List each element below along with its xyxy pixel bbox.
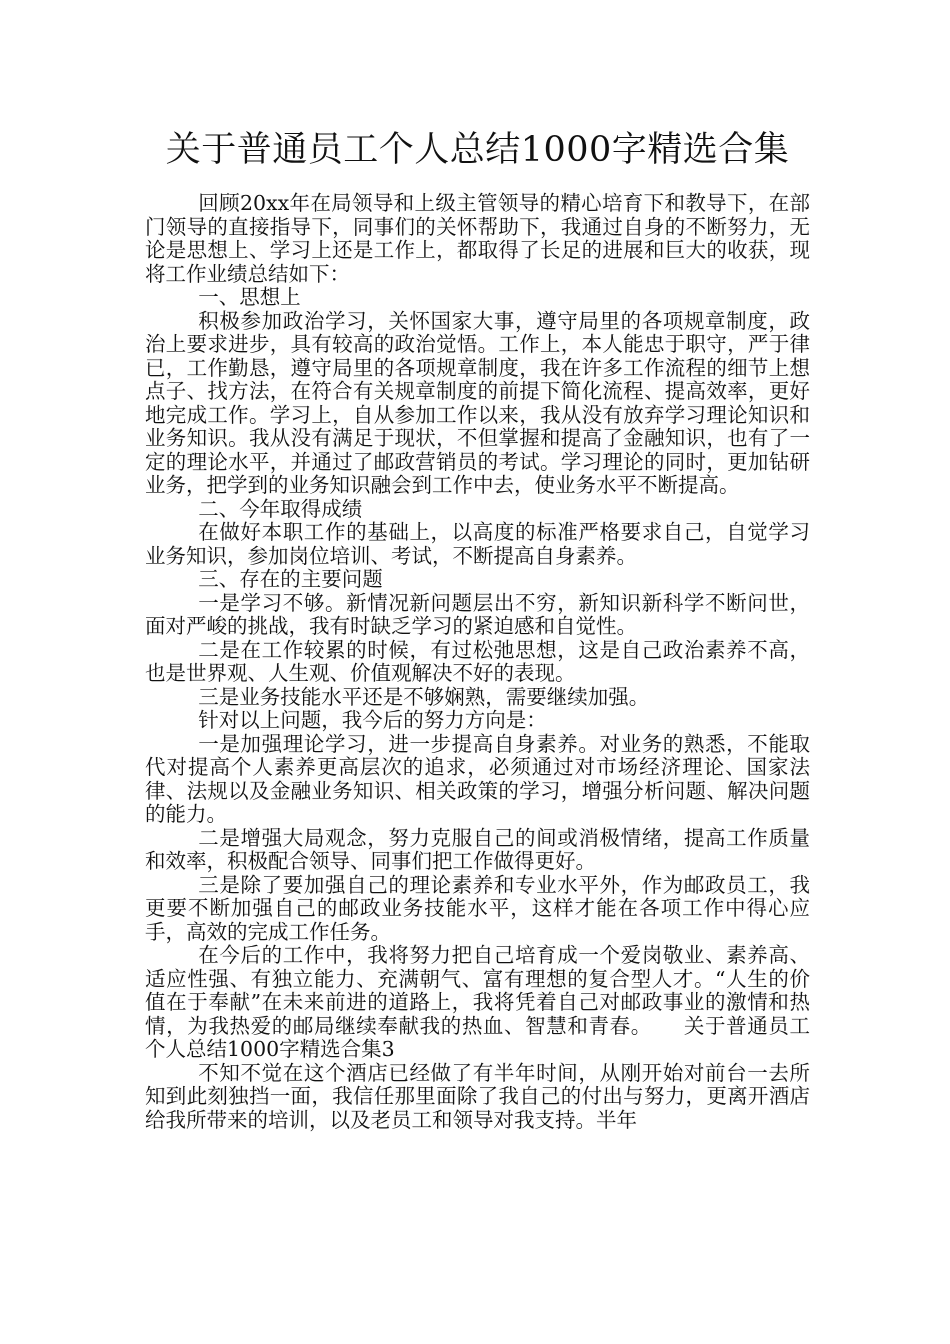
- paragraph-future: 在今后的工作中，我将努力把自己培育成一个爱岗敬业、素养高、适应性强、有独立能力、充满朝气、富有理想的复合型人才。“人生的价值在于奉献”在未来前进的道路上，我将凭着自己对邮政事业的激情和热情，为我热爱的邮局继续奉献我的热血、智慧和青春。 关于普通员工个人总结1000字精选合集3: [145, 943, 810, 1061]
- document-page: [145, 120, 810, 1132]
- paragraph-ideology: 积极参加政治学习，关怀国家大事，遵守局里的各项规章制度，政治上要求进步，具有较高的政治觉悟。工作上，本人能忠于职守，严于律已，工作勤恳，遵守局里的各项规章制度，我在许多工作流程的细节上想点子、找方法，在符合有关规章制度的前提下简化流程、提高效率，更好地完成工作。学习上，自从参加工作以来，我从没有放弃学习理论知识和业务知识。我从没有满足于现状，不但掌握和提高了金融知识，也有了一定的理论水平，并通过了邮政营销员的考试。学习理论的同时，更加钻研业务，把学到的业务知识融会到工作中去，使业务水平不断提高。: [145, 308, 810, 497]
- paragraph-problem-3: 三是业务技能水平还是不够娴熟，需要继续加强。: [198, 684, 650, 709]
- section-heading-problems: 三、存在的主要问题: [198, 567, 383, 591]
- section-heading-achievements: 二、今年取得成绩: [198, 496, 363, 521]
- paragraph-direction-2: 二是增强大局观念，努力克服自己的间或消极情绪，提高工作质量和效率，积极配合领导、同事们把工作做得更好。: [145, 825, 810, 873]
- paragraph-intro: 回顾20xx年在局领导和上级主管领导的精心培育下和教导下，在部门领导的直接指导下，同事们的关怀帮助下，我通过自身的不断努力，无论是思想上、学习上还是工作上，都取得了长足的进展和巨大的收获，现将工作业绩总结如下：: [145, 191, 810, 286]
- paragraph-direction-1: 一是加强理论学习，进一步提高自身素养。对业务的熟悉，不能取代对提高个人素养更高层次的追求，必须通过对市场经济理论、国家法律、法规以及金融业务知识、相关政策的学习，增强分析问题、解决问题的能力。: [145, 731, 810, 826]
- section-heading-ideology: 一、思想上: [198, 285, 301, 309]
- paragraph-problem-1: 一是学习不够。新情况新问题层出不穷，新知识新科学不断问世，面对严峻的挑战，我有时缺乏学习的紧迫感和自觉性。: [145, 590, 810, 638]
- paragraph-problem-2: 二是在工作较累的时候，有过松弛思想，这是自己政治素养不高，也是世界观、人生观、价值观解决不好的表现。: [145, 637, 810, 685]
- paragraph-direction-3: 三是除了要加强自己的理论素养和专业水平外，作为邮政员工，我更要不断加强自己的邮政业务技能水平，这样才能在各项工作中得心应手，高效的完成工作任务。: [145, 872, 810, 944]
- paragraph-achievements: 在做好本职工作的基础上，以高度的标准严格要求自己，自觉学习业务知识，参加岗位培训、考试，不断提高自身素养。: [145, 520, 810, 568]
- paragraph-hotel: 不知不觉在这个酒店已经做了有半年时间，从刚开始对前台一去所知到此刻独挡一面，我信任那里面除了我自己的付出与努力，更离开酒店给我所带来的培训，以及老员工和领导对我支持。半年: [145, 1060, 810, 1132]
- document-title: 关于普通员工个人总结1000字精选合集: [165, 130, 790, 170]
- document-body: [145, 192, 810, 1132]
- paragraph-direction-intro: 针对以上问题，我今后的努力方向是：: [198, 708, 547, 732]
